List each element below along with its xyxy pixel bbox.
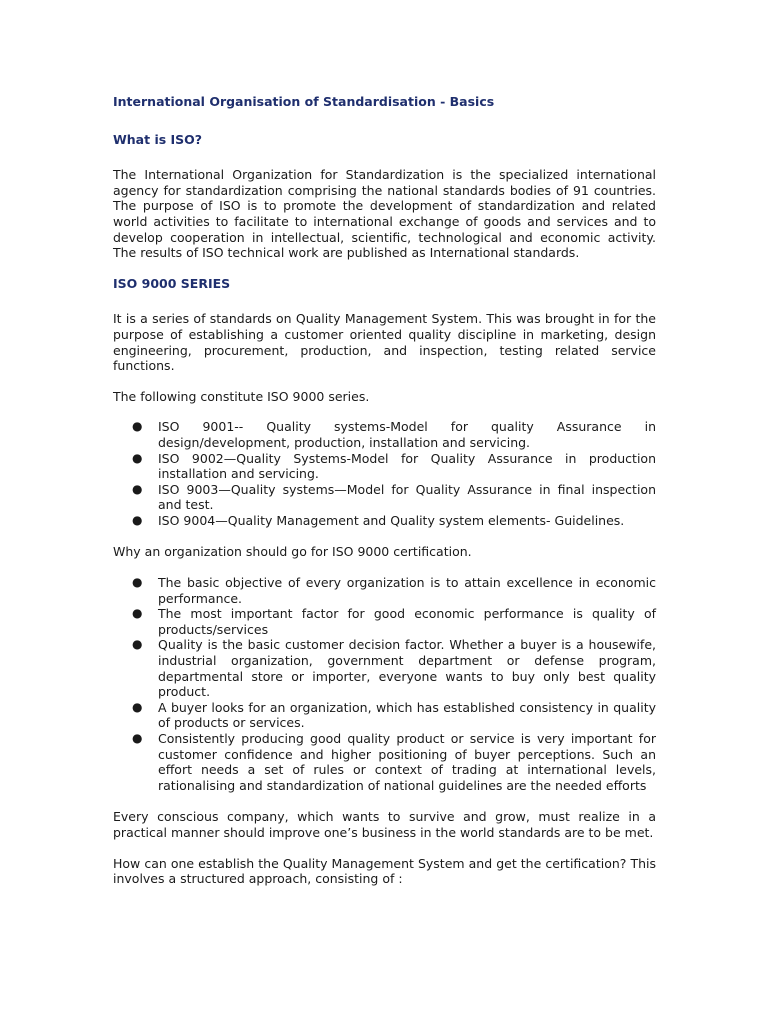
bullet-icon: ●: [132, 731, 143, 745]
why-list: [113, 575, 656, 793]
list-item: [113, 700, 656, 731]
how-paragraph: How can one establish the Quality Management System and get the certification? This involves a structured approach, consisting of :: [113, 855, 656, 887]
series-list: [113, 419, 656, 528]
bullet-icon: ●: [132, 699, 143, 714]
bullet-icon: ●: [132, 606, 143, 621]
bullet-icon: ●: [132, 419, 143, 434]
list-item: [113, 575, 656, 606]
why-paragraph: Why an organization should go for ISO 9000 certification.: [113, 544, 472, 560]
bullet-icon: ●: [132, 450, 143, 465]
list-item: [113, 606, 656, 637]
list-item-text: The basic objective of every organization is to attain excellence in economic performance.: [158, 575, 656, 606]
list-item-text: ISO 9003—Quality systems—Model for Quality Assurance in final inspection and test.: [158, 481, 656, 513]
what-is-iso-heading: What is ISO?: [113, 131, 203, 147]
bullet-icon: ●: [132, 512, 143, 527]
list-item-text: Quality is the basic customer decision factor. Whether a buyer is a housewife, industrial organization, government department or defense program, departmental store or importer, everyone wants to buy only best quality product.: [158, 637, 656, 700]
list-item: [113, 482, 656, 513]
bullet-icon: ●: [132, 575, 143, 590]
conscious-paragraph: Every conscious company, which wants to survive and grow, must realize in a practical manner should improve one’s business in the world standards are to be met.: [113, 809, 656, 840]
list-item-text: Consistently producing good quality product or service is very important for customer confidence and higher positioning of buyer perceptions. Such an effort needs a set of rules or context of trading at international levels, rationalising and standardization of national guidelines are the needed efforts: [158, 731, 656, 793]
series-paragraph: It is a series of standards on Quality Management System. This was brought in for the purpose of establishing a customer oriented quality discipline in marketing, design engineering, procurement, production, and inspection, testing related service functions.: [113, 311, 656, 374]
list-item-text: ISO 9001-- Quality systems-Model for quality Assurance in design/development, production, installation and servicing.: [158, 419, 656, 450]
list-item-text: A buyer looks for an organization, which has established consistency in quality of products or services.: [158, 699, 656, 731]
list-item: [113, 419, 656, 450]
bullet-icon: ●: [132, 637, 143, 652]
list-item-text: The most important factor for good economic performance is quality of products/services: [158, 606, 656, 637]
constitute-paragraph: The following constitute ISO 9000 series.: [113, 388, 370, 404]
bullet-icon: ●: [132, 481, 143, 496]
iso-9000-series-heading: ISO 9000 SERIES: [113, 275, 231, 291]
document-page: [113, 94, 656, 902]
document-title: International Organisation of Standardisation - Basics: [113, 94, 495, 109]
list-item: [113, 451, 656, 482]
list-item: [113, 513, 656, 529]
list-item: [113, 731, 656, 793]
intro-paragraph: The International Organization for Standardization is the specialized international agency for standardization comprising the national standards bodies of 91 countries. The purpose of ISO is to promote the development of standardization and related world activities to facilitate to international exchange of goods and services and to develop cooperation in intellectual, scientific, technological and economic activity. The results of ISO technical work are published as International standards.: [113, 167, 656, 261]
list-item-text: ISO 9002—Quality Systems-Model for Quality Assurance in production installation and servicing.: [158, 450, 656, 482]
list-item: [113, 637, 656, 699]
list-item-text: ISO 9004—Quality Management and Quality system elements- Guidelines.: [158, 512, 625, 528]
